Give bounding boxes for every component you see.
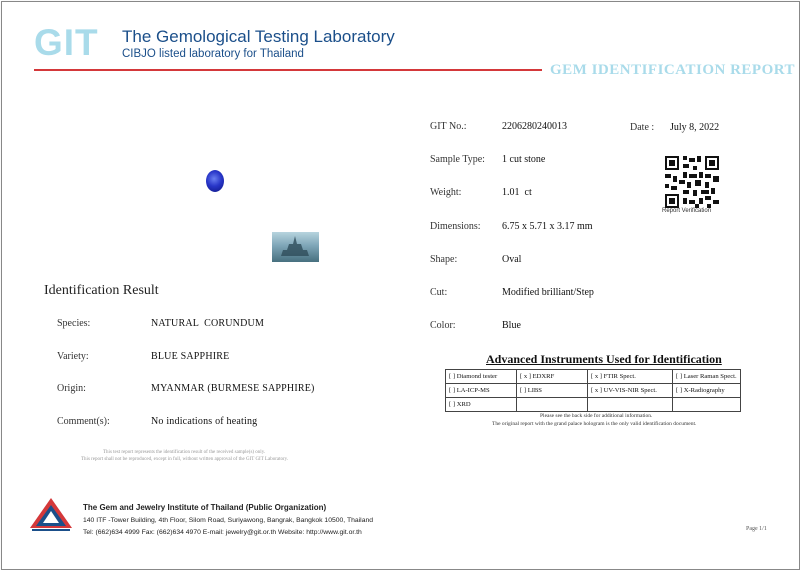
weight-label: Weight: [430,187,462,198]
back-side-note: Please see the back side for additional information. [540,413,653,419]
shape-value: Oval [502,254,522,265]
dimensions-value: 6.75 x 5.71 x 3.17 mm [502,221,593,232]
table-row [446,398,741,412]
hologram-note: The original report with the grand palace hologram is the only valid identification document. [492,421,697,427]
institute-contact: Tel: (662)634 4999 Fax: (662)634 4970 E-mail: jewelry@git.or.th Website: http://www.git.or.th [83,529,362,536]
table-cell: [ ] LIBS [517,384,588,398]
page-number: Page 1/1 [746,526,767,532]
color-value: Blue [502,320,521,331]
instruments-table [445,369,741,412]
dimensions-label: Dimensions: [430,221,481,232]
temple-icon [281,236,309,256]
comments-value: No indications of heating [151,416,258,427]
comments-label: Comment(s): [57,416,110,427]
table-row [446,384,741,398]
institute-logo-icon [30,498,72,532]
shape-label: Shape: [430,254,458,265]
table-row [446,370,741,384]
weight-value: 1.01 ct [502,187,532,198]
table-cell: [ ] XRD [446,398,517,412]
cut-label: Cut: [430,287,448,298]
disclaimer-line-2: This report shall not be reproduced, except in full, without written approval of the GIT GIT Laboratory. [81,457,289,462]
species-label: Species: [57,318,91,329]
table-cell [588,398,673,412]
table-cell [673,398,741,412]
sample-type-value: 1 cut stone [502,154,546,165]
institute-name: The Gem and Jewelry Institute of Thailand (Public Organization) [83,503,327,512]
git-logo: GIT [34,22,99,63]
table-cell: [ ] X-Radiography [673,384,741,398]
qr-caption: Report Verification [662,208,712,214]
table-cell: [ x ] EDXRF [517,370,588,384]
gemstone-photo [206,170,224,192]
table-cell: [ ] Diamond tester [446,370,517,384]
institute-address: 140 ITF -Tower Building, 4th Floor, Silom Road, Suriyawong, Bangrak, Bangkok 10500, Thailand [83,517,374,524]
color-label: Color: [430,320,456,331]
origin-value: MYANMAR (BURMESE SAPPHIRE) [151,383,315,394]
instruments-title: Advanced Instruments Used for Identification [486,352,722,366]
species-value: NATURAL CORUNDUM [151,318,265,329]
lab-name: The Gemological Testing Laboratory [122,27,395,46]
variety-label: Variety: [57,351,89,362]
table-cell: [ ] LA-ICP-MS [446,384,517,398]
qr-code-icon [665,156,719,208]
git-no-label: GIT No.: [430,121,467,132]
report-title: GEM IDENTIFICATION REPORT [550,62,796,78]
table-cell: [ x ] FTIR Spect. [588,370,673,384]
header-divider [34,69,542,71]
table-cell: [ x ] UV-VIS-NIR Spect. [588,384,673,398]
variety-value: BLUE SAPPHIRE [151,351,230,362]
identification-title: Identification Result [44,283,159,298]
date-value: July 8, 2022 [670,122,720,133]
origin-label: Origin: [57,383,86,394]
disclaimer-line-1: This test report represents the identification result of the received sample(s) only. [103,450,266,455]
date-label: Date : [630,122,655,133]
git-no-value: 2206280240013 [502,121,567,132]
cut-value: Modified brilliant/Step [502,287,594,298]
lab-subtitle: CIBJO listed laboratory for Thailand [122,48,304,60]
table-cell [517,398,588,412]
sample-type-label: Sample Type: [430,154,485,165]
table-cell: [ ] Laser Raman Spect. [673,370,741,384]
report-page [1,1,800,570]
